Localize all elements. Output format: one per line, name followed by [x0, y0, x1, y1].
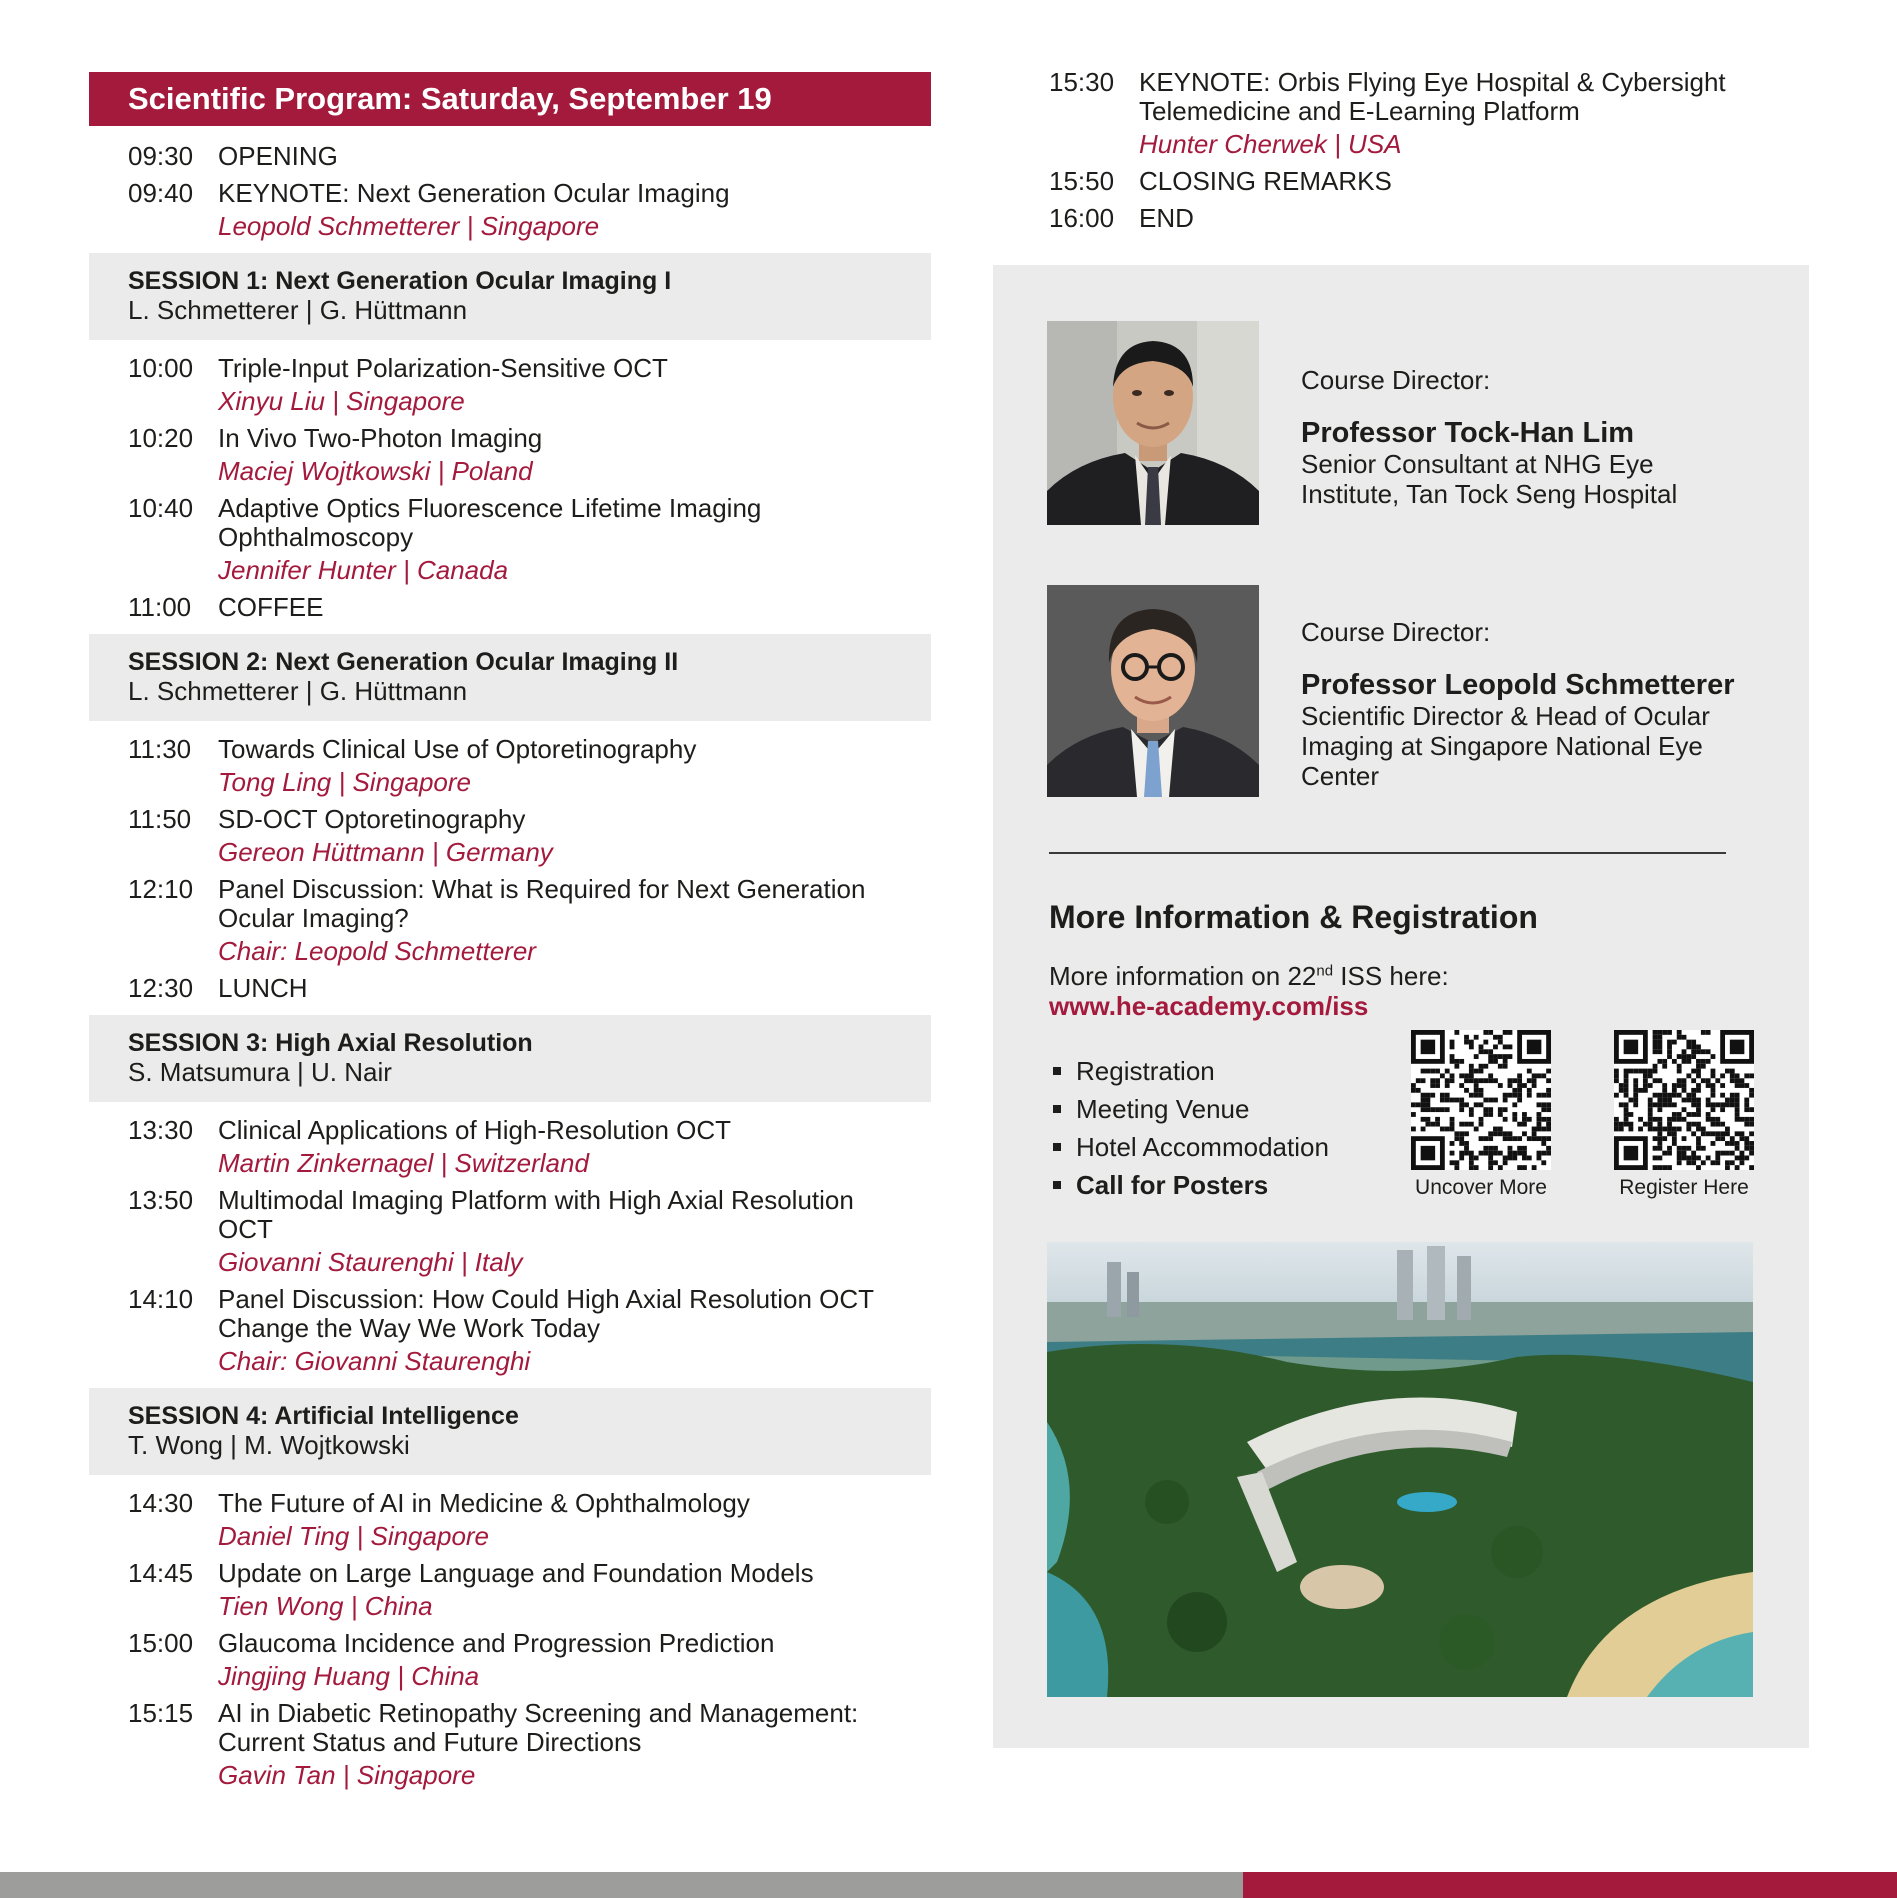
item-speaker: Chair: Giovanni Staurenghi: [218, 1346, 531, 1376]
item-title: In Vivo Two-Photon Imaging: [218, 423, 543, 453]
item-time: 12:30: [128, 973, 194, 1003]
item-time: 15:00: [128, 1628, 194, 1658]
item-time: 14:45: [128, 1558, 194, 1588]
item-time: 15:15: [128, 1698, 194, 1728]
bullet-item: Registration: [1049, 1052, 1329, 1090]
footer-bar-grey: [0, 1872, 1243, 1898]
item-title: Multimodal Imaging Platform with High Axial Resolution OCT: [218, 1185, 854, 1244]
program-item: [128, 1285, 931, 1376]
item-speaker: Hunter Cherwek | USA: [1139, 129, 1402, 159]
more-info-text: More information on 22nd ISS here:: [1049, 961, 1449, 991]
qr-label: Uncover More: [1415, 1176, 1547, 1199]
program-item: [128, 805, 931, 867]
item-title: The Future of AI in Medicine & Ophthalmology: [218, 1488, 750, 1518]
program-item: [128, 354, 931, 416]
info-bullet-list: [1049, 1052, 1329, 1204]
item-speaker: Xinyu Liu | Singapore: [218, 386, 465, 416]
qr-uncover-more[interactable]: [1411, 1030, 1551, 1200]
director-affiliation-line: Senior Consultant at NHG Eye: [1301, 449, 1654, 479]
item-title: COFFEE: [218, 592, 324, 622]
item-speaker: Jennifer Hunter | Canada: [218, 555, 509, 585]
item-time: 12:10: [128, 874, 194, 904]
qr-code-icon: [1614, 1030, 1754, 1170]
item-speaker: Martin Zinkernagel | Switzerland: [218, 1148, 589, 1178]
program-item: [128, 735, 931, 797]
item-title: Panel Discussion: How Could High Axial Resolution OCT Change the Way We Work Today: [218, 1284, 874, 1343]
session-chairs: T. Wong | M. Wojtkowski: [128, 1430, 410, 1460]
item-time: 10:40: [128, 493, 194, 523]
item-speaker: Tong Ling | Singapore: [218, 767, 471, 797]
program-item: [128, 1559, 931, 1621]
session-header: [89, 1015, 931, 1102]
session-chairs: S. Matsumura | U. Nair: [128, 1057, 392, 1087]
footer-bar-red: [1243, 1872, 1897, 1898]
item-speaker: Gavin Tan | Singapore: [218, 1760, 476, 1790]
bullet-item: Call for Posters: [1049, 1166, 1329, 1204]
item-time: 15:30: [1049, 67, 1115, 97]
program-item: [128, 1489, 931, 1551]
item-title: LUNCH: [218, 973, 308, 1003]
director-affiliation-line: Imaging at Singapore National Eye: [1301, 731, 1703, 761]
item-time: 10:00: [128, 353, 194, 383]
item-time: 09:40: [128, 178, 194, 208]
program-item: [128, 1699, 931, 1790]
session-items: [89, 721, 931, 1003]
item-title: KEYNOTE: Next Generation Ocular Imaging: [218, 178, 730, 208]
program-item: [128, 494, 931, 585]
program-item: [128, 1629, 931, 1691]
item-title: KEYNOTE: Orbis Flying Eye Hospital & Cybersight Telemedicine and E-Learning Platform: [1139, 67, 1726, 126]
director-name: Professor Tock-Han Lim: [1301, 417, 1635, 449]
item-time: 09:30: [128, 141, 194, 171]
session-title: SESSION 2: Next Generation Ocular Imaging II: [128, 648, 679, 676]
item-title: OPENING: [218, 141, 338, 171]
director-role: Course Director:: [1301, 617, 1491, 647]
director-affiliation-line: Institute, Tan Tock Seng Hospital: [1301, 479, 1678, 509]
item-title: Triple-Input Polarization-Sensitive OCT: [218, 353, 668, 383]
session-chairs: L. Schmetterer | G. Hüttmann: [128, 676, 468, 706]
session-title: SESSION 3: High Axial Resolution: [128, 1029, 533, 1057]
director-affiliation-line: Scientific Director & Head of Ocular: [1301, 701, 1710, 731]
item-time: 11:30: [128, 734, 192, 764]
item-time: 13:30: [128, 1115, 194, 1145]
director-photo: [1047, 585, 1259, 797]
item-speaker: Maciej Wojtkowski | Poland: [218, 456, 533, 486]
program-item: [128, 424, 931, 486]
program-item: [128, 875, 931, 966]
bullet-item: Meeting Venue: [1049, 1090, 1329, 1128]
item-speaker: Daniel Ting | Singapore: [218, 1521, 490, 1551]
more-info-link[interactable]: www.he-academy.com/iss: [1049, 991, 1369, 1021]
item-speaker: Gereon Hüttmann | Germany: [218, 837, 553, 867]
venue-photo: [1047, 1242, 1753, 1697]
program-item: [128, 1116, 931, 1178]
item-time: 13:50: [128, 1185, 194, 1215]
program-item: [1049, 167, 1809, 196]
more-info-title: More Information & Registration: [1049, 899, 1538, 935]
item-speaker: Tien Wong | China: [218, 1591, 433, 1621]
item-time: 10:20: [128, 423, 194, 453]
item-title: CLOSING REMARKS: [1139, 166, 1392, 196]
item-speaker: Jingjing Huang | China: [218, 1661, 480, 1691]
opening-items: [89, 126, 931, 241]
item-title: Update on Large Language and Foundation Models: [218, 1558, 814, 1588]
course-director: [1047, 585, 1747, 797]
item-time: 16:00: [1049, 203, 1115, 233]
director-name: Professor Leopold Schmetterer: [1301, 669, 1735, 701]
session-title: SESSION 4: Artificial Intelligence: [128, 1402, 519, 1430]
item-speaker: Leopold Schmetterer | Singapore: [218, 211, 600, 241]
item-speaker: Chair: Leopold Schmetterer: [218, 936, 536, 966]
session-title: SESSION 1: Next Generation Ocular Imaging I: [128, 267, 672, 295]
program-item: [128, 1186, 931, 1277]
qr-label: Register Here: [1619, 1176, 1749, 1199]
item-title: Adaptive Optics Fluorescence Lifetime Imaging Ophthalmoscopy: [218, 493, 762, 552]
item-time: 14:30: [128, 1488, 194, 1518]
course-director: [1047, 321, 1747, 533]
session-items: [89, 340, 931, 622]
item-title: AI in Diabetic Retinopathy Screening and Management: Current Status and Future Directions: [218, 1698, 859, 1757]
director-text: [1301, 617, 1735, 791]
program-item: [128, 974, 931, 1003]
program-header: Scientific Program: Saturday, September 19: [89, 72, 931, 126]
session-chairs: L. Schmetterer | G. Hüttmann: [128, 295, 468, 325]
director-affiliation-line: Center: [1301, 761, 1380, 791]
item-title: Towards Clinical Use of Optoretinography: [218, 734, 697, 764]
session-items: [89, 1102, 931, 1376]
item-time: 11:00: [128, 592, 192, 622]
director-photo: [1047, 321, 1259, 525]
director-text: [1301, 365, 1677, 509]
item-speaker: Giovanni Staurenghi | Italy: [218, 1247, 523, 1277]
qr-code-icon: [1411, 1030, 1551, 1170]
session-header: [89, 634, 931, 721]
item-title: END: [1139, 203, 1194, 233]
program-column: [89, 72, 931, 1790]
item-time: 14:10: [128, 1284, 194, 1314]
program-item: [128, 593, 931, 622]
divider: [1049, 852, 1726, 854]
item-time: 11:50: [128, 804, 192, 834]
program-item: [1049, 204, 1809, 233]
info-panel: [993, 265, 1809, 1748]
item-title: Panel Discussion: What is Required for Next Generation Ocular Imaging?: [218, 874, 866, 933]
qr-register-here[interactable]: [1614, 1030, 1754, 1200]
bullet-item: Hotel Accommodation: [1049, 1128, 1329, 1166]
item-title: SD-OCT Optoretinography: [218, 804, 526, 834]
session-header: [89, 253, 931, 340]
program-item: [128, 142, 931, 171]
item-time: 15:50: [1049, 166, 1115, 196]
closing-items: [1049, 68, 1809, 233]
item-title: Glaucoma Incidence and Progression Prediction: [218, 1628, 775, 1658]
program-item: [1049, 68, 1809, 159]
item-title: Clinical Applications of High-Resolution OCT: [218, 1115, 732, 1145]
session-items: [89, 1475, 931, 1790]
session-header: [89, 1388, 931, 1475]
director-role: Course Director:: [1301, 365, 1491, 395]
program-item: [128, 179, 931, 241]
